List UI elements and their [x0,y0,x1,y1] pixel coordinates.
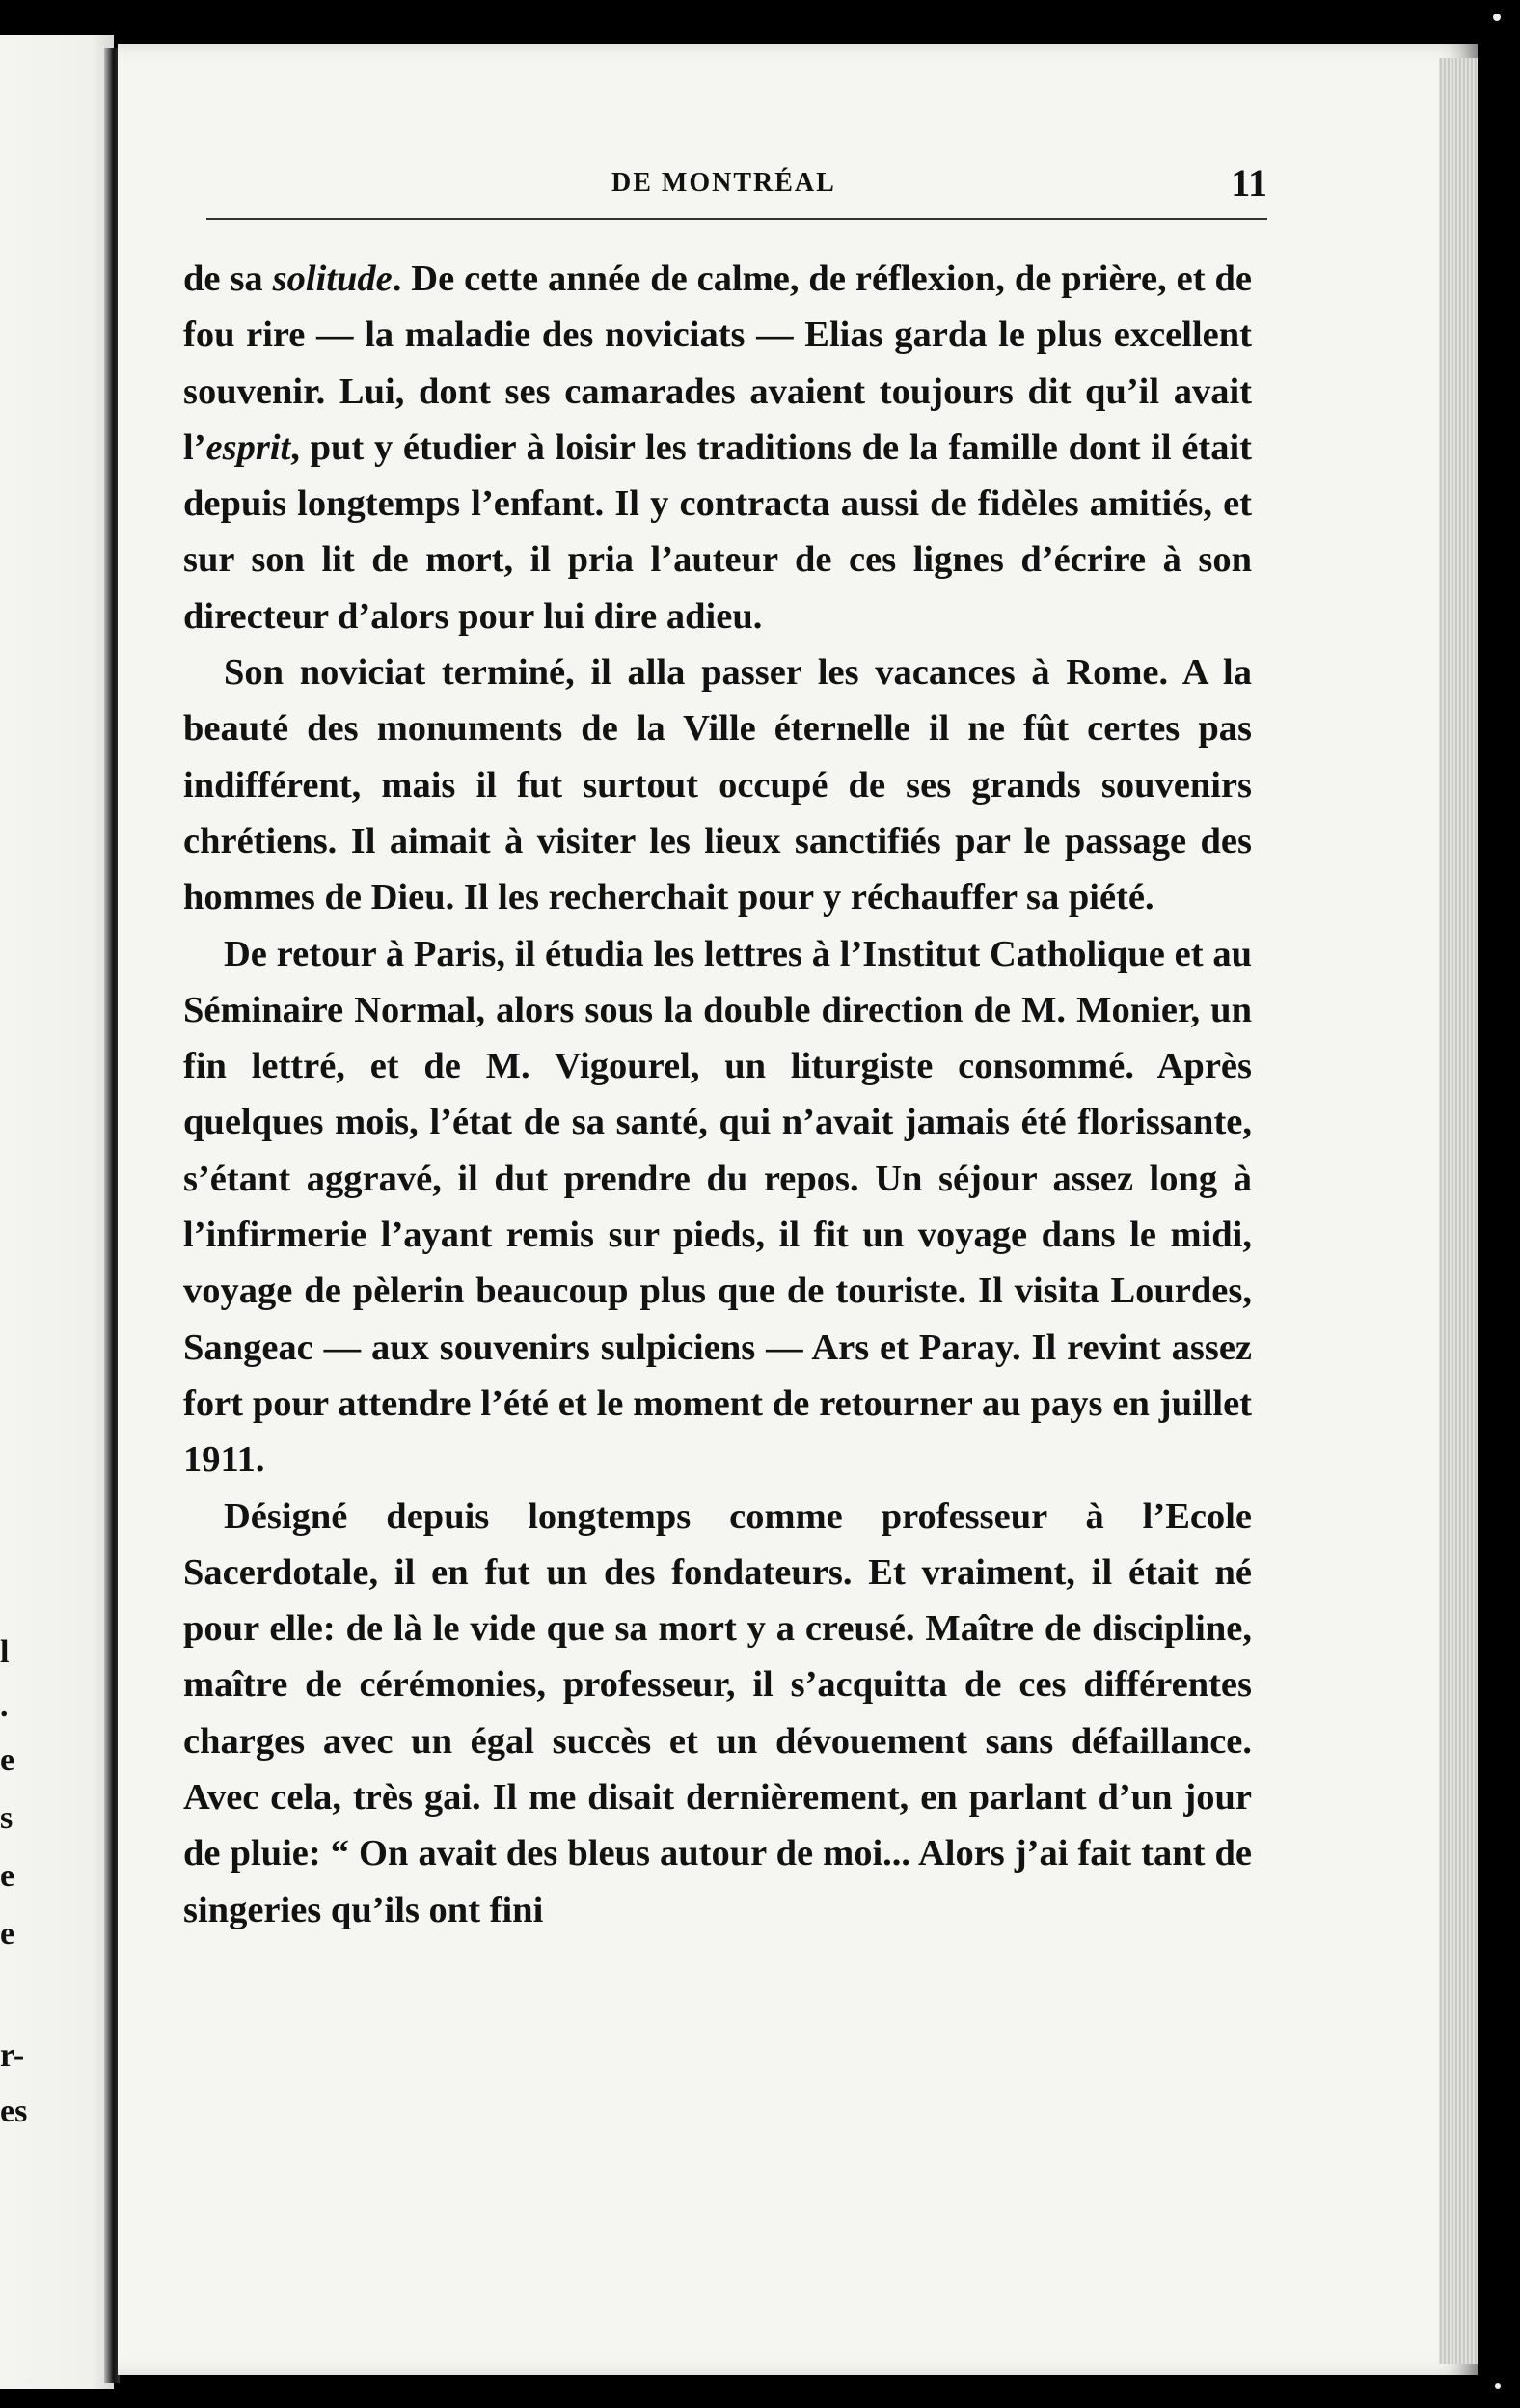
paragraph [183,926,1252,1489]
left-fragment: l [0,1634,10,1670]
paragraph [183,1489,1252,1938]
running-head: DE MONTRÉAL [611,168,836,198]
text-run: De retour à Paris, il étudia les lettres à l’Institut Catholique et au Séminaire Normal, alors sous la double direction de M. Monier, un fin lettré, et de M. Vigourel, un liturgiste consommé. Après quelques mois, l’état de sa santé, qui n’avait jamais été florissante, s’étant aggravé, il dut prendre du repos. Un séjour assez long à l’infirmerie l’ayant remis sur pieds, il fit un voyage dans le midi, voyage de pèlerin beaucoup plus que de touriste. Il visita Lourdes, Sangeac — aux souvenirs sulpiciens — Ars et Paray. Il revint assez fort pour attendre l’été et le moment de retourner au pays en juillet 1911. [183,933,1252,1481]
text-run: Désigné depuis longtemps comme professeur à l’Ecole Sacerdotale, il en fut un des fondateurs. Et vraiment, il était né pour elle: de là le vide que sa mort y a creusé. Maître de discipline, maître de cérémonies, professeur, il s’acquitta de ces différentes charges avec un égal succès et un dévouement sans défaillance. Avec cela, très gai. Il me disait dernièrement, en parlant d’un jour de pluie: “ On avait des bleus autour de moi... Alors j’ai fait tant de singeries qu’ils ont fini [183,1495,1252,1930]
scan-speck [1493,14,1501,21]
text-run: . De cette année de calme, de réflexion, de prière, et de fou rire — la maladie des noviciats — Elias garda le plus excellent souvenir. Lui, dont ses camarades avaient toujours dit qu’il avait l’ [183,259,1252,468]
paragraph [183,251,1252,644]
page-header [206,154,1267,212]
page-number: 11 [1231,161,1267,205]
left-fragment: e [0,1858,15,1894]
left-fragment: e [0,1916,15,1952]
previous-page-fragment [0,35,114,2389]
scan-speck [27,2379,32,2384]
left-fragment: . [0,1688,9,1724]
italic-text: esprit [205,426,291,468]
paragraph [183,644,1252,925]
text-run: de sa [183,259,273,299]
text-run: Son noviciat terminé, il alla passer les vacances à Rome. A la beauté des monuments de la Ville éternelle il ne fût certes pas indifférent, mais il fut surtout occupé de ses grands souvenirs chrétiens. Il aimait à visiter les lieux sanctifiés par le passage des hommes de Dieu. Il les recherchait pour y réchauffer sa piété. [183,652,1252,918]
italic-text: solitude [272,259,393,299]
left-fragment: es [0,2093,28,2129]
header-rule [206,218,1267,220]
body-text [183,251,1252,1938]
left-fragment: e [0,1742,15,1778]
left-fragment: s [0,1800,14,1836]
text-run: , put y étudier à loisir les traditions de la famille dont il était depuis longtemps l’enfant. Il y contracta aussi de fidèles amitiés, et sur son lit de mort, il pria l’auteur de ces lignes d’écrire à son directeur d’alors pour lui dire adieu. [183,426,1252,637]
scan-speck [1495,2383,1501,2389]
page-edge-stack [1439,58,1478,2364]
left-fragment: r- [0,2038,25,2073]
